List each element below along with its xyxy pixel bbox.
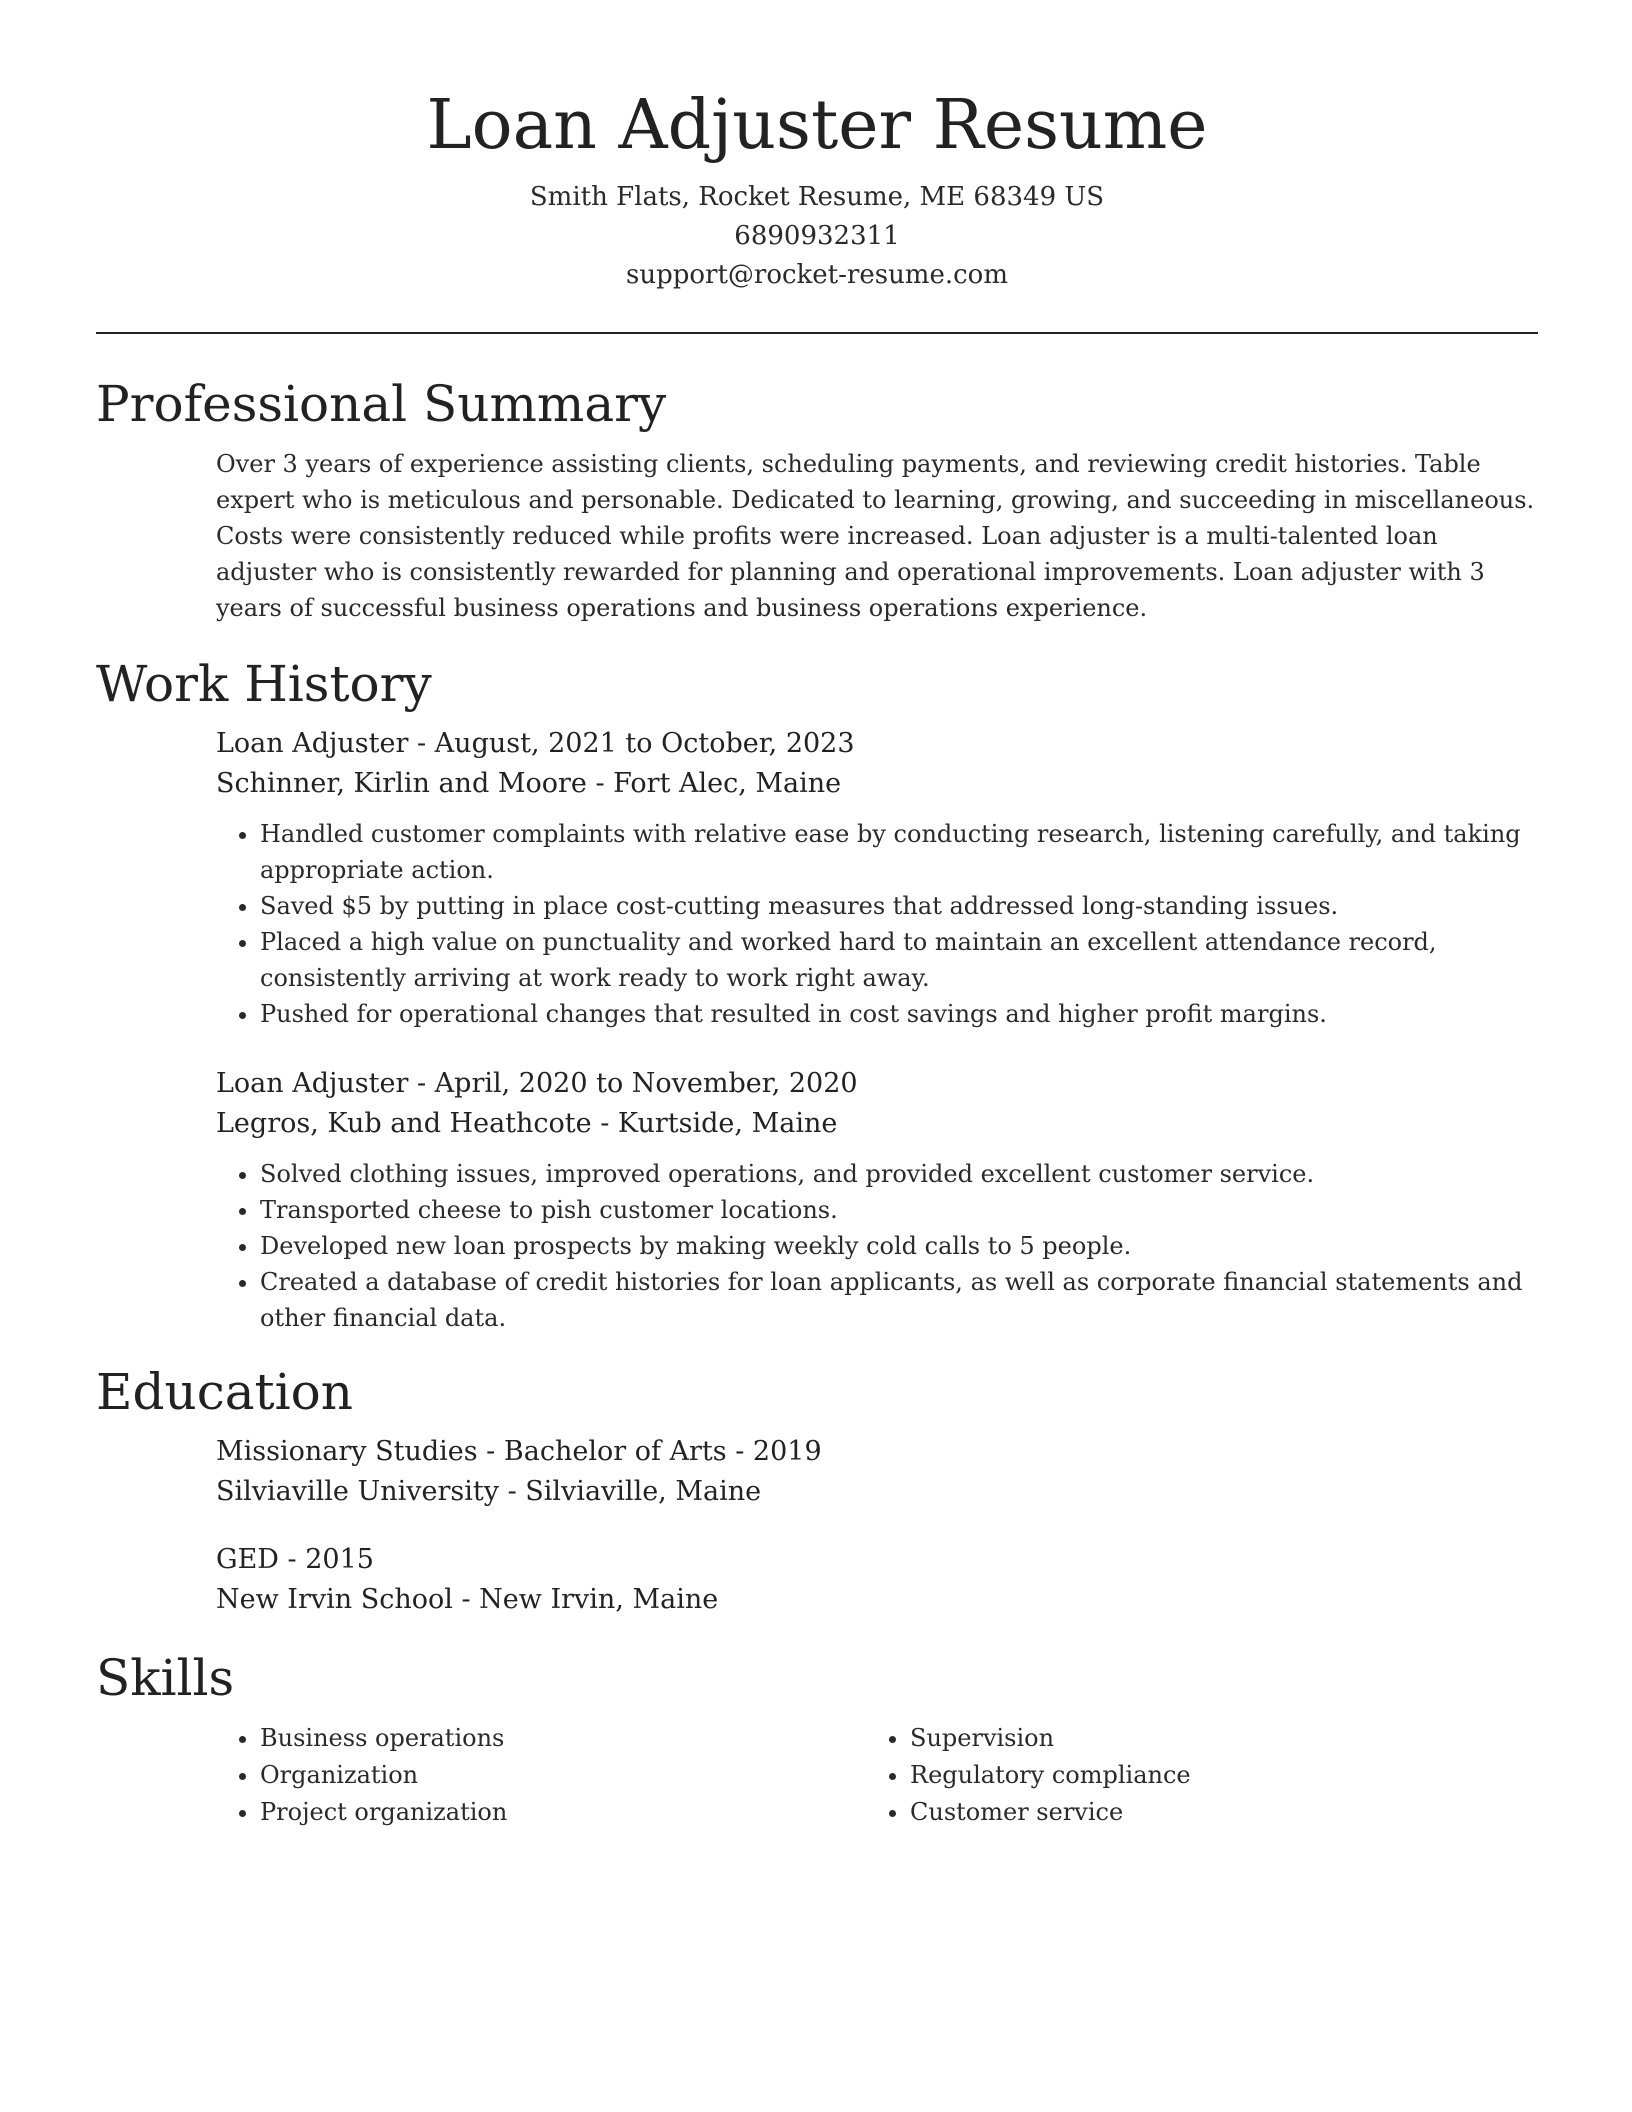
school-location: - Silviaville, Maine: [499, 1476, 762, 1507]
job-company-line: [216, 1104, 1538, 1144]
education-entry: [216, 1540, 1538, 1620]
education-section: [96, 1360, 1538, 1620]
work-section: [96, 652, 1538, 1336]
school-line: [216, 1472, 1538, 1512]
contact-phone: 6890932311: [734, 221, 900, 251]
skills-heading: Skills: [96, 1649, 235, 1707]
job-dates: - August, 2021 to October, 2023: [408, 728, 855, 759]
degree-year: - 2019: [726, 1436, 822, 1467]
skills-list-right: [866, 1720, 1516, 1831]
contact-email: support@rocket-resume.com: [625, 260, 1008, 290]
resume-page: [96, 0, 1538, 1831]
contact-address: Smith Flats, Rocket Resume, ME 68349 US: [529, 182, 1105, 212]
skill-item: • Supervision: [910, 1720, 1516, 1757]
skill-item: • Customer service: [910, 1794, 1516, 1831]
skills-body: [216, 1720, 1538, 1831]
skill-item: • Business operations: [260, 1720, 866, 1757]
degree: Missionary Studies - Bachelor of Arts: [216, 1436, 727, 1467]
degree: GED: [216, 1544, 279, 1575]
list-item: • Handled customer complaints with relative ease by conducting research, listening carefully, and taking appropriate action.: [260, 816, 1538, 888]
job-location: - Kurtside, Maine: [591, 1108, 838, 1139]
job-location: - Fort Alec, Maine: [586, 768, 842, 799]
list-item: • Transported cheese to pish customer locations.: [260, 1192, 1538, 1228]
job-entry: [216, 1064, 1538, 1336]
job-company: Schinner, Kirlin and Moore: [216, 768, 587, 799]
list-item: • Developed new loan prospects by making weekly cold calls to 5 people.: [260, 1228, 1538, 1264]
degree-year: - 2015: [278, 1544, 374, 1575]
education-entry: [216, 1432, 1538, 1512]
list-item: • Solved clothing issues, improved operations, and provided excellent customer service.: [260, 1156, 1538, 1192]
contact-block: [96, 178, 1538, 295]
list-item: • Created a database of credit histories for loan applicants, as well as corporate financial statements and other financial data.: [260, 1264, 1538, 1336]
job-bullets: [216, 816, 1538, 1032]
summary-section: [96, 372, 1538, 626]
skills-column-right: [866, 1720, 1516, 1831]
summary-heading: Professional Summary: [96, 375, 667, 433]
education-heading: Education: [96, 1363, 353, 1421]
list-item: • Saved $5 by putting in place cost-cutting measures that addressed long-standing issues.: [260, 888, 1538, 924]
job-company-line: [216, 764, 1538, 804]
list-item: • Pushed for operational changes that resulted in cost savings and higher profit margins.: [260, 996, 1538, 1032]
list-item: • Placed a high value on punctuality and worked hard to maintain an excellent attendance record, consistently arriving at work ready to work right away.: [260, 924, 1538, 996]
job-entry: [216, 724, 1538, 1032]
job-title-line: [216, 724, 1538, 764]
school-location: - New Irvin, Maine: [452, 1584, 719, 1615]
job-title: Loan Adjuster: [216, 1068, 409, 1099]
job-title: Loan Adjuster: [216, 728, 409, 759]
skill-item: • Organization: [260, 1757, 866, 1794]
degree-line: [216, 1432, 1538, 1472]
school-line: [216, 1580, 1538, 1620]
job-dates: - April, 2020 to November, 2020: [408, 1068, 858, 1099]
summary-text: Over 3 years of experience assisting clients, scheduling payments, and reviewing credit histories. Table expert who is meticulous and personable. Dedicated to learning, growing, and succeeding in miscellaneous. Costs were consistently reduced while profits were increased. Loan adjuster is a multi-talented loan adjuster who is consistently rewarded for planning and operational improvements. Loan adjuster with 3 years of successful business operations and business operations experience.: [216, 450, 1535, 622]
skill-item: • Project organization: [260, 1794, 866, 1831]
skills-list-left: [216, 1720, 866, 1831]
school: New Irvin School: [216, 1584, 453, 1615]
job-company: Legros, Kub and Heathcote: [216, 1108, 592, 1139]
resume-title: Loan Adjuster Resume: [426, 86, 1208, 165]
work-heading: Work History: [96, 655, 432, 713]
work-body: [216, 724, 1538, 1336]
resume-header: [96, 0, 1538, 295]
job-bullets: [216, 1156, 1538, 1336]
summary-body: [216, 446, 1538, 626]
skills-section: [96, 1646, 1538, 1831]
skills-grid: [216, 1720, 1538, 1831]
job-title-line: [216, 1064, 1538, 1104]
skills-column-left: [216, 1720, 866, 1831]
degree-line: [216, 1540, 1538, 1580]
school: Silviaville University: [216, 1476, 499, 1507]
skill-item: • Regulatory compliance: [910, 1757, 1516, 1794]
header-divider: [96, 332, 1538, 334]
education-body: [216, 1432, 1538, 1620]
